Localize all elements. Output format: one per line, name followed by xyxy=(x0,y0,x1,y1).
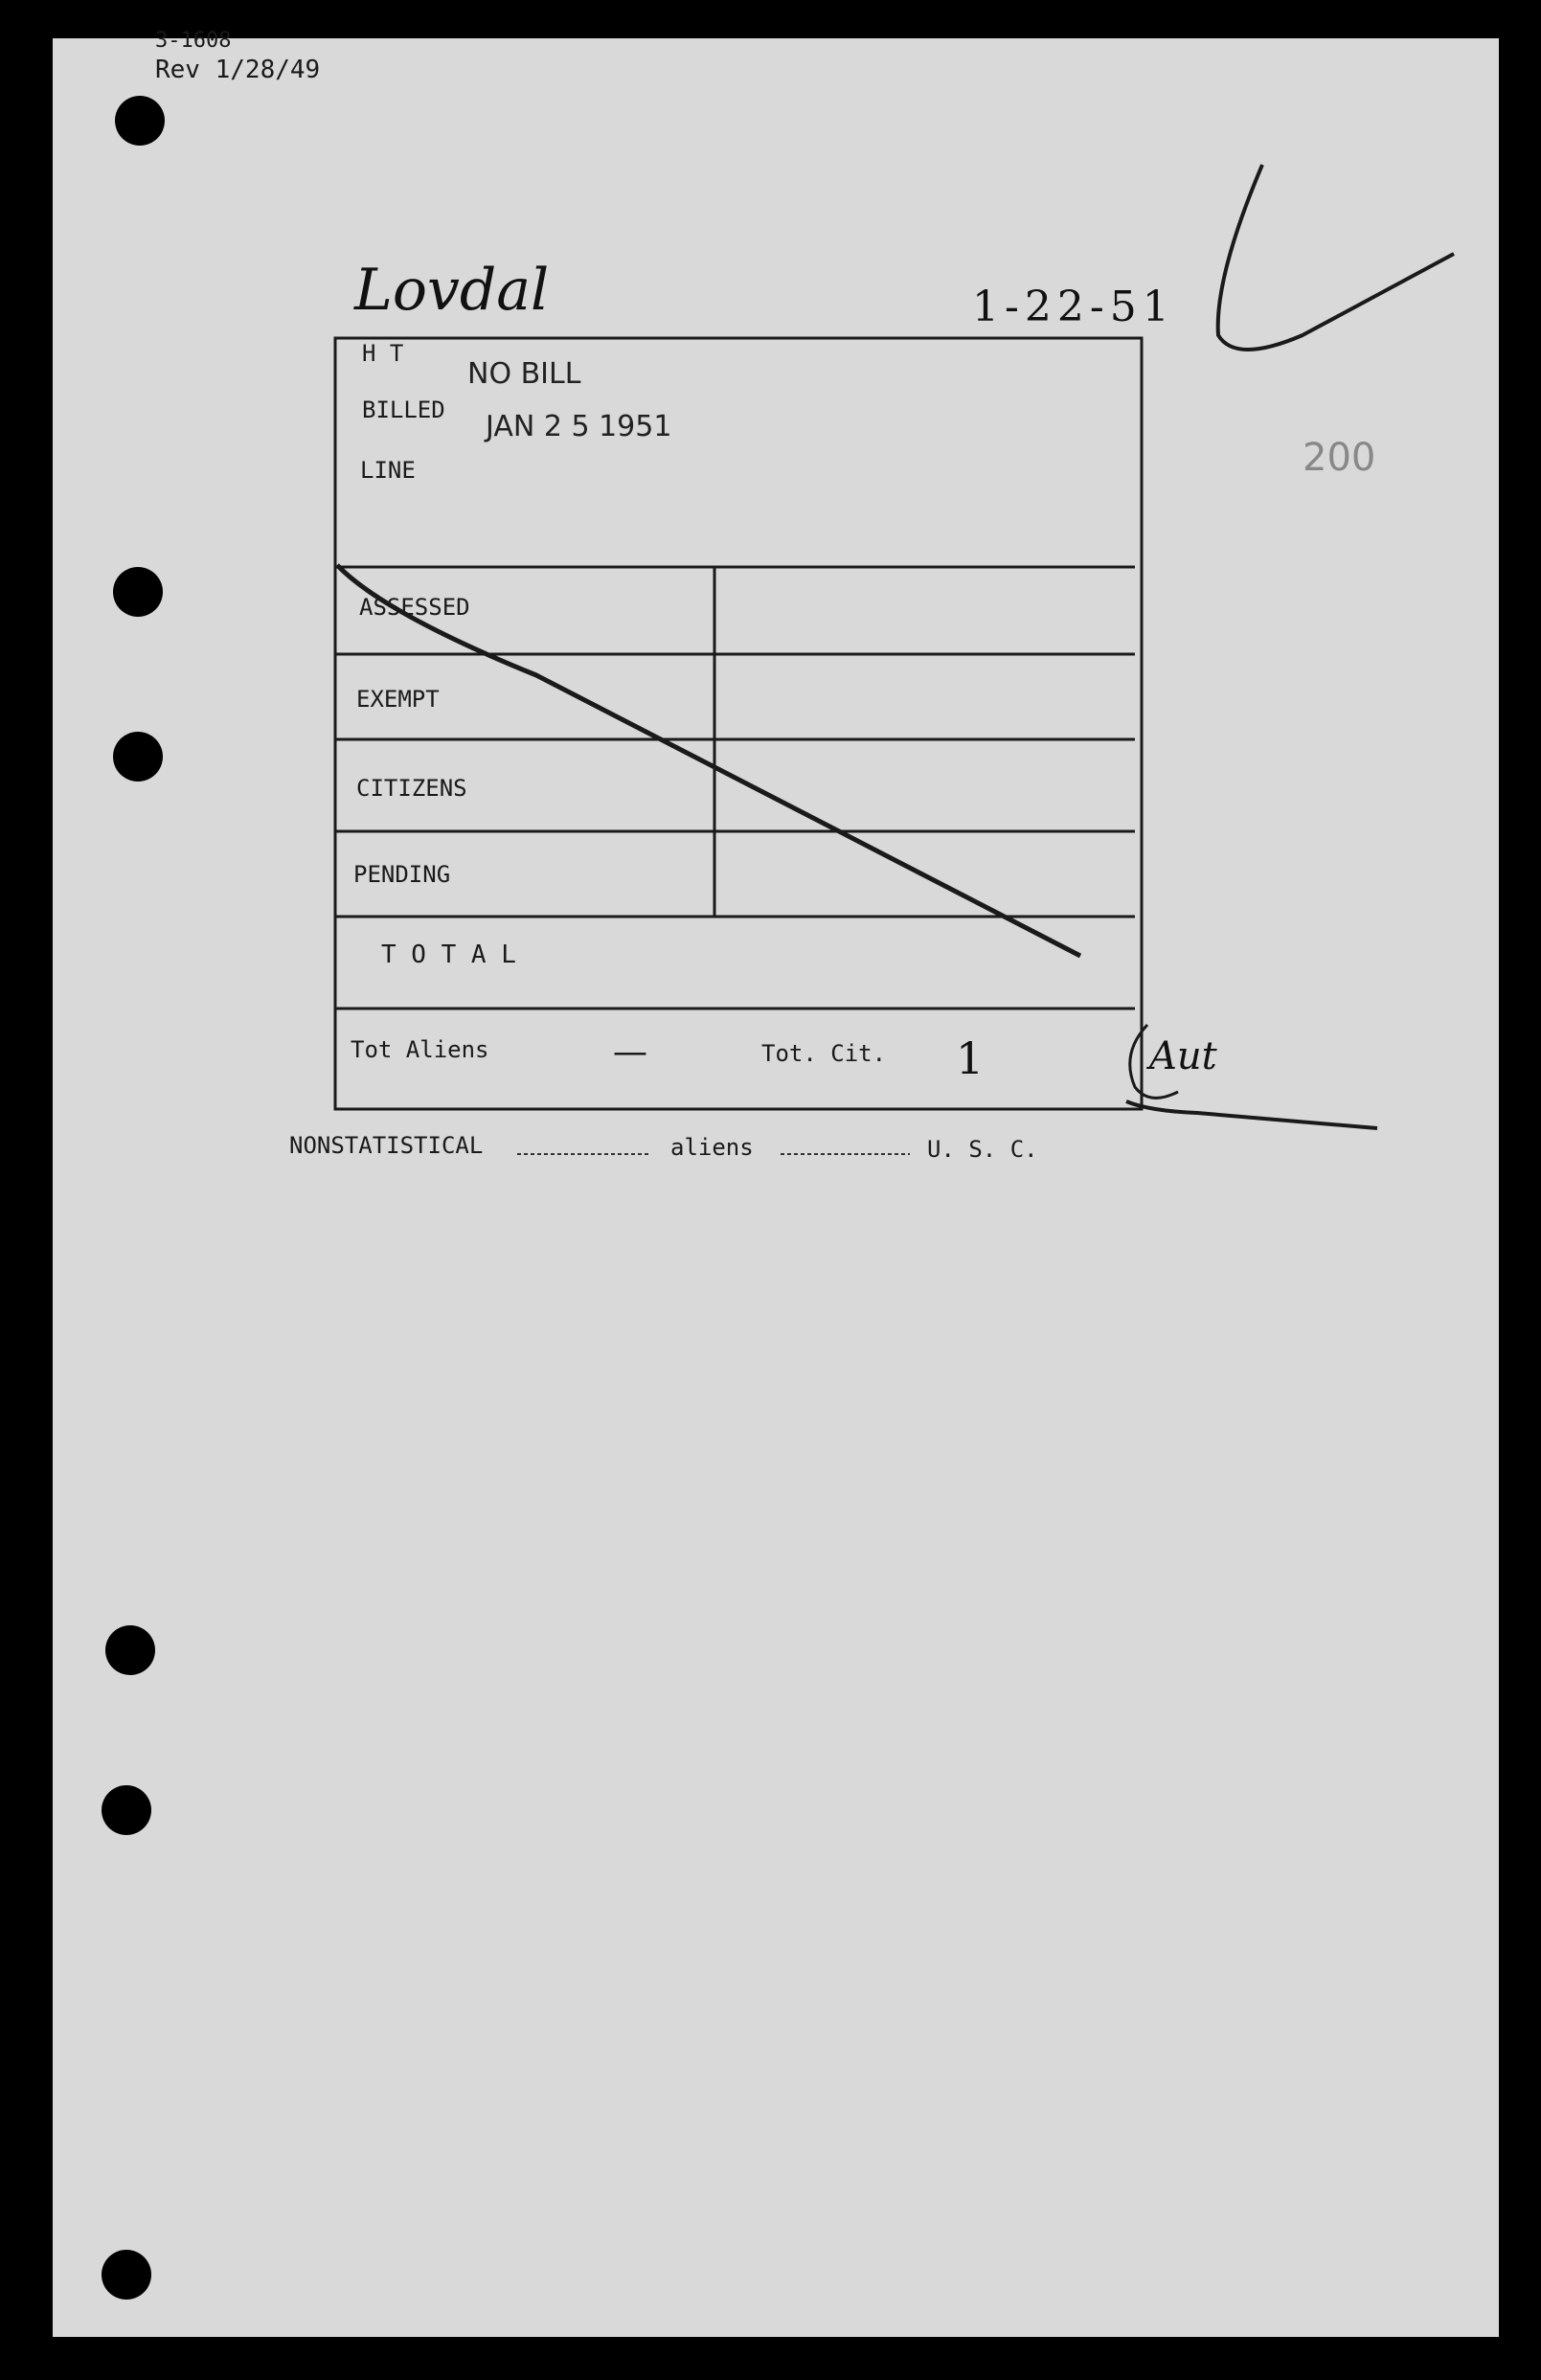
billed-label: BILLED xyxy=(362,397,445,423)
row-citizens: CITIZENS xyxy=(356,775,467,802)
row-exempt: EXEMPT xyxy=(356,686,440,713)
form-number: 3-1608 xyxy=(155,29,232,53)
cancel-stroke xyxy=(337,565,1080,956)
billed-stamp: JAN 2 5 1951 xyxy=(486,410,672,443)
ht-label: H T xyxy=(362,340,404,367)
ht-stamp: NO BILL xyxy=(467,357,581,391)
row-assessed: ASSESSED xyxy=(359,594,470,621)
tot-aliens-label: Tot Aliens xyxy=(351,1036,489,1063)
aliens-label: aliens xyxy=(670,1134,754,1161)
line-label: LINE xyxy=(360,457,416,484)
tot-aliens-value: — xyxy=(613,1032,647,1072)
handwritten-name: Lovdal xyxy=(354,257,550,324)
tot-cit-value: 1 xyxy=(956,1032,985,1084)
check-mark xyxy=(1218,165,1454,350)
nonstatistical-label: NONSTATISTICAL xyxy=(289,1132,484,1159)
signature-initials: Aut xyxy=(1149,1034,1217,1078)
total-label: T O T A L xyxy=(381,941,516,969)
form-revision: Rev 1/28/49 xyxy=(155,56,321,84)
usc-label: U. S. C. xyxy=(927,1136,1038,1163)
tot-cit-label: Tot. Cit. xyxy=(761,1040,887,1067)
signature-underline xyxy=(1126,1101,1377,1128)
handwritten-date: 1-22-51 xyxy=(972,283,1175,331)
row-pending: PENDING xyxy=(353,861,451,888)
margin-number: 200 xyxy=(1303,436,1376,480)
